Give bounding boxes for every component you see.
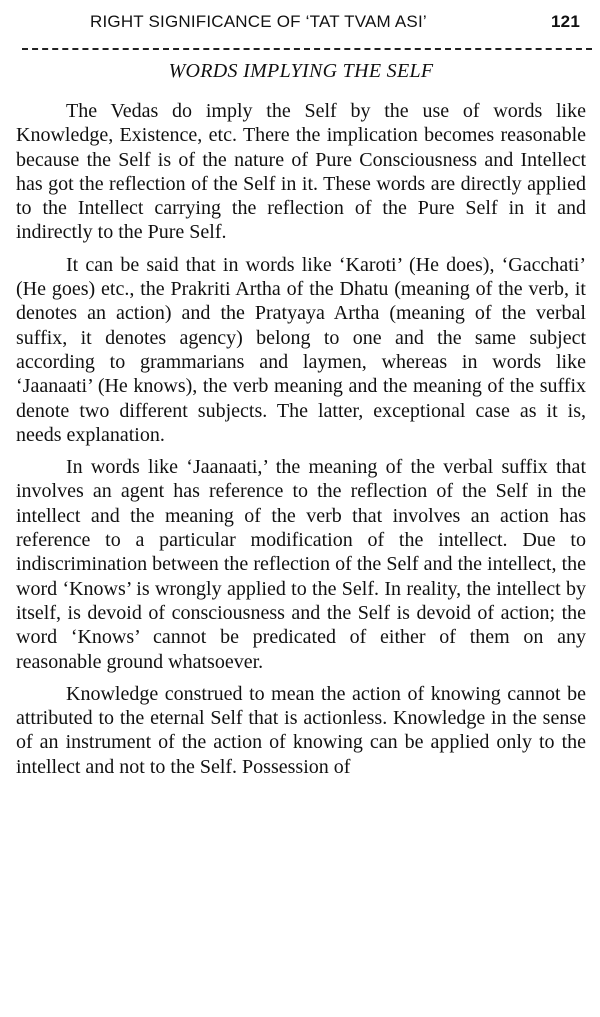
running-title: RIGHT SIGNIFICANCE OF ‘TAT TVAM ASI’	[90, 12, 427, 31]
paragraph-3: In words like ‘Jaanaati,’ the meaning of the verbal suffix that involves an agent has reference to the reflection of the Self in the intellect and the meaning of the verb that involves an action has reference to a particular modification of the intellect. Due to indiscrimination between the reflection of the Self and the intellect, the word ‘Knows’ is wrongly applied to the Self. In reality, the intellect by itself, is devoid of consciousness and the Self is devoid of action; the word ‘Knows’ cannot be predicated of either of them on any reasonable ground whatsoever.	[16, 456, 586, 673]
header-divider	[22, 48, 592, 50]
paragraph-1: The Vedas do imply the Self by the use of words like Knowledge, Existence, etc. There the implication becomes reasonable because the Self is of the nature of Pure Consciousness and Intellect has got the reflection of the Self in it. These words are directly applied to the Intellect carrying the reflection of the Pure Self in it and indirectly to the Pure Self.	[16, 100, 586, 244]
running-header	[90, 12, 580, 38]
section-title: WORDS IMPLYING THE SELF	[168, 60, 434, 82]
paragraph-2: It can be said that in words like ‘Karoti’ (He does), ‘Gacchati’ (He goes) etc., the Prakriti Artha of the Dhatu (meaning of the verb, it denotes an action) and the Pratyaya Artha (meaning of the verbal suffix, it denotes agency) belong to one and the same subject according to grammarians and laymen, whereas in words like ‘Jaanaati’ (He knows), the verb meaning and the meaning of the suffix denote two different subjects. The latter, exceptional case as it is, needs explanation.	[16, 253, 586, 446]
body-text	[16, 99, 586, 779]
paragraph-4: Knowledge construed to mean the action of knowing cannot be attributed to the eternal Self that is actionless. Knowledge in the sense of an instrument of the action of knowing can be applied only to the intellect and not to the Self. Possession of	[16, 682, 586, 778]
page-number: 121	[551, 12, 580, 31]
